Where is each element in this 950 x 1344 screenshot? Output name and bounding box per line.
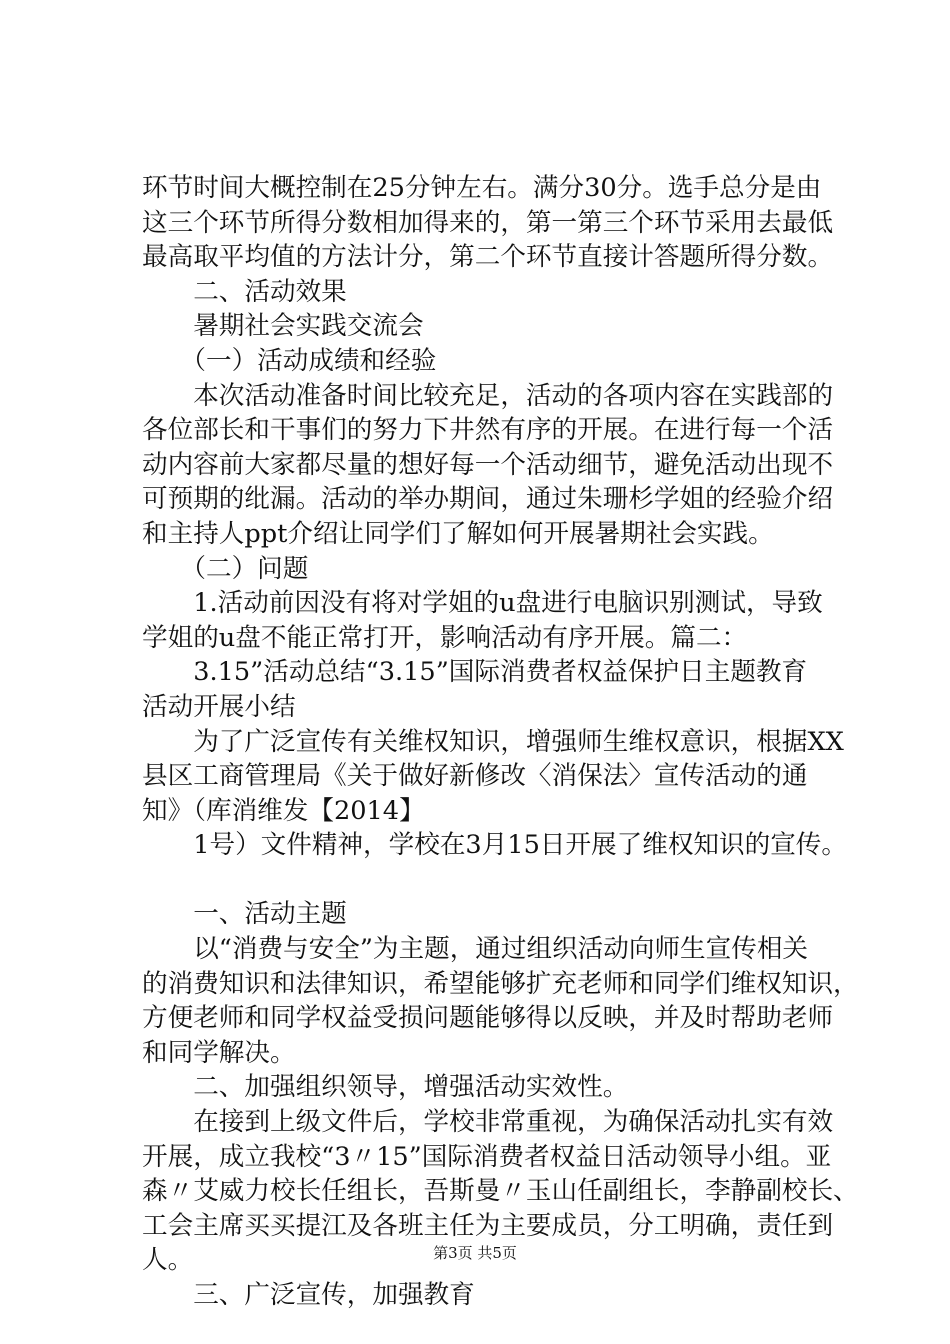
text-line: 在接到上级文件后，学校非常重视，为确保活动扎实有效 — [142, 1107, 834, 1138]
text-line: 以“消费与安全”为主题，通过组织活动向师生宣传相关 — [142, 934, 809, 965]
text-line: 3.15”活动总结“3.15”国际消费者权益保护日主题教育 — [142, 657, 808, 688]
text-line: 暑期社会实践交流会 — [142, 311, 424, 342]
text-line: 为了广泛宣传有关维权知识，增强师生维权意识，根据XX — [142, 726, 844, 757]
text-line: 工会主席买买提江及各班主任为主要成员，分工明确，责任到 — [142, 1210, 834, 1241]
text-line: 1.活动前因没有将对学姐的u盘进行电脑识别测试，导致 — [142, 588, 823, 619]
section-heading: 二、活动效果 — [142, 276, 347, 307]
text-line: 县区工商管理局《关于做好新修改〈消保法〉宣传活动的通 — [142, 761, 808, 792]
subsection-heading: （二）问题 — [142, 553, 309, 584]
text-line: 本次活动准备时间比较充足，活动的各项内容在实践部的 — [142, 380, 834, 411]
text-line: 环节时间大概控制在25分钟左右。满分30分。选手总分是由 — [142, 173, 822, 203]
section-heading: 三、广泛宣传，加强教育 — [142, 1280, 475, 1310]
section-heading: 一、活动主题 — [142, 899, 347, 930]
text-line: 知》（库消维发【2014】 — [142, 795, 425, 826]
subsection-heading: （一）活动成绩和经验 — [142, 345, 437, 376]
text-line: 可预期的纰漏。活动的举办期间，通过朱珊杉学姐的经验介绍 — [142, 484, 834, 515]
text-line: 1号）文件精神，学校在3月15日开展了维权知识的宣传。 — [142, 830, 847, 861]
text-line: 各位部长和干事们的努力下井然有序的开展。在进行每一个活 — [142, 415, 834, 446]
blank-line — [142, 863, 842, 898]
text-line: 人。 — [142, 1245, 194, 1276]
text-line: 的消费知识和法律知识，希望能够扩充老师和同学们维权知识， — [142, 968, 859, 999]
text-line: 和主持人ppt介绍让同学们了解如何开展暑期社会实践。 — [142, 518, 774, 549]
text-line: 最高取平均值的方法计分，第二个环节直接计答题所得分数。 — [142, 242, 834, 273]
text-line: 森〃艾威力校长任组长，吾斯曼〃玉山任副组长，李静副校长、 — [142, 1176, 859, 1207]
document-body — [142, 171, 859, 1313]
text-line: 开展，成立我校“3〃15”国际消费者权益日活动领导小组。亚 — [142, 1141, 832, 1172]
text-line: 和同学解决。 — [142, 1037, 296, 1068]
text-line: 动内容前大家都尽量的想好每一个活动细节，避免活动出现不 — [142, 449, 834, 480]
text-line: 活动开展小结 — [142, 691, 296, 722]
text-line: 方便老师和同学权益受损问题能够得以反映，并及时帮助老师 — [142, 1003, 834, 1034]
text-line: 学姐的u盘不能正常打开，影响活动有序开展。篇二： — [142, 622, 748, 653]
section-heading: 二、加强组织领导，增强活动实效性。 — [142, 1072, 629, 1103]
text-line: 这三个环节所得分数相加得来的，第一第三个环节采用去最低 — [142, 207, 834, 238]
page-number-footer: 第3页 共5页 — [433, 1244, 517, 1262]
